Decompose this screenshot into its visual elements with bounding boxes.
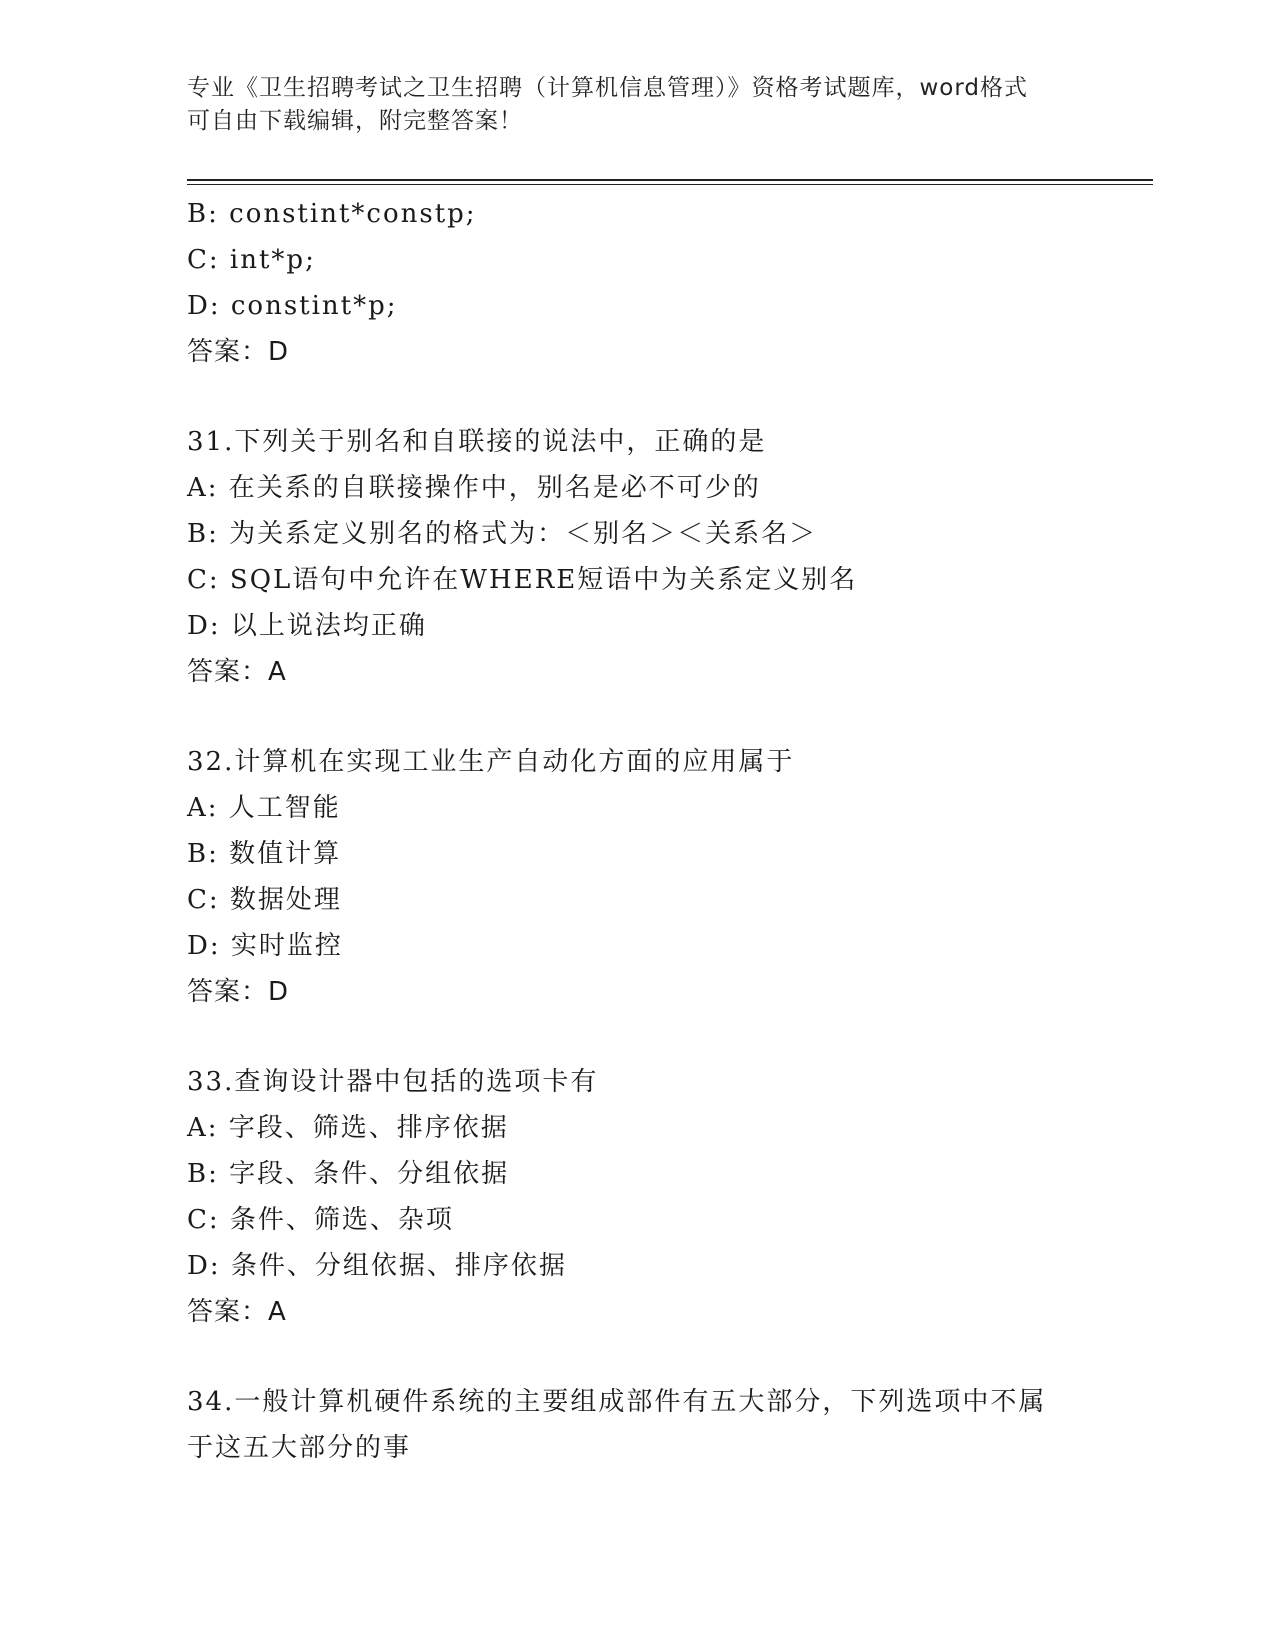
question-31	[187, 419, 1087, 695]
document-body	[187, 191, 1087, 1471]
answer: 答案：A	[187, 657, 287, 687]
option-a: A: 字段、筛选、排序依据	[187, 1113, 509, 1143]
question-stem-line-2: 于这五大部分的事	[187, 1433, 412, 1463]
option-d: D: 条件、分组依据、排序依据	[187, 1251, 567, 1281]
option-d: D: constint*p;	[187, 291, 398, 321]
header-line-1: 专业《卫生招聘考试之卫生招聘（计算机信息管理）》资格考试题库，word格式	[187, 75, 1029, 101]
question-fragment	[187, 191, 1087, 375]
option-b: B: 字段、条件、分组依据	[187, 1159, 510, 1189]
question-stem: 33.查询设计器中包括的选项卡有	[187, 1067, 599, 1097]
option-c: C: 数据处理	[187, 885, 342, 915]
header-divider	[187, 179, 1153, 185]
option-c: C: 条件、筛选、杂项	[187, 1205, 454, 1235]
answer: 答案：A	[187, 1297, 287, 1327]
question-32	[187, 739, 1087, 1015]
option-a: A: 在关系的自联接操作中，别名是必不可少的	[187, 473, 761, 503]
question-stem: 32.计算机在实现工业生产自动化方面的应用属于	[187, 747, 795, 777]
question-34	[187, 1379, 1087, 1471]
question-stem-line-1: 34.一般计算机硬件系统的主要组成部件有五大部分，下列选项中不属	[187, 1387, 1047, 1417]
page-header	[187, 72, 1087, 138]
question-33	[187, 1059, 1087, 1335]
question-stem: 31.下列关于别名和自联接的说法中，正确的是	[187, 427, 767, 457]
option-b: B: constint*constp;	[187, 199, 477, 229]
option-a: A: 人工智能	[187, 793, 341, 823]
option-b: B: 数值计算	[187, 839, 342, 869]
option-b: B: 为关系定义别名的格式为：＜别名＞＜关系名＞	[187, 519, 818, 549]
answer: 答案：D	[187, 337, 290, 367]
header-line-2: 可自由下载编辑，附完整答案！	[187, 108, 523, 134]
option-d: D: 以上说法均正确	[187, 611, 427, 641]
option-c: C: SQL语句中允许在WHERE短语中为关系定义别名	[187, 565, 858, 595]
option-c: C: int*p;	[187, 245, 316, 275]
answer: 答案：D	[187, 977, 290, 1007]
option-d: D: 实时监控	[187, 931, 343, 961]
